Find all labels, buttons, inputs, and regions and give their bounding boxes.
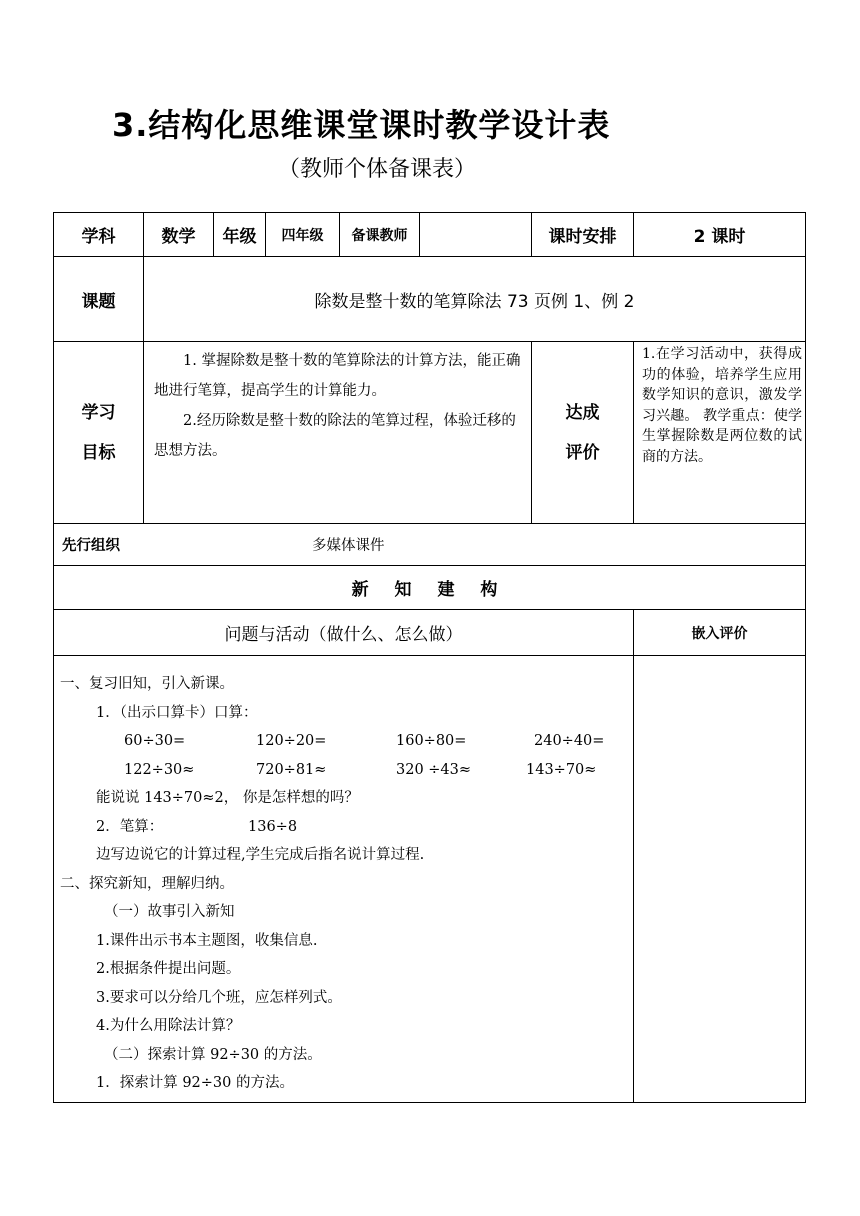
objectives-label-line2: 目标 xyxy=(81,442,116,463)
subject-value: 数学 xyxy=(144,213,214,257)
content-line: 二、探究新知，理解归纳。 xyxy=(60,875,234,892)
objectives-label-line1: 学习 xyxy=(81,402,116,423)
content-text: 2．笔算： xyxy=(96,818,164,835)
objective-item: 2.经历除数是整十数的除法的笔算过程，体验迁移的思想方法。 xyxy=(154,413,516,459)
content-line: 1．探索计算 92÷30 的方法。 xyxy=(96,1075,294,1091)
objectives-text xyxy=(144,342,532,524)
objectives-row xyxy=(54,342,806,524)
section-row xyxy=(54,566,806,610)
calc-item: 320 ÷43≈ xyxy=(396,761,472,778)
content-line: 3.要求可以分给几个班，应怎样列式。 xyxy=(96,989,342,1006)
header-row xyxy=(54,213,806,257)
content-line: （一）故事引入新知 xyxy=(104,904,235,920)
activities-content xyxy=(54,656,634,1103)
advance-cell xyxy=(54,524,806,566)
document-title: 3.结构化思维课堂课时教学设计表 xyxy=(112,106,611,144)
content-line: 能说说 143÷70≈2， 你是怎样想的吗？ xyxy=(96,790,359,806)
section-title: 新 知 建 构 xyxy=(54,566,806,610)
content-line: 一、复习旧知，引入新课。 xyxy=(60,676,234,692)
teacher-value xyxy=(420,213,532,257)
calc-item: 60÷30= xyxy=(124,733,186,749)
content-line: 4.为什么用除法计算？ xyxy=(96,1018,241,1034)
eval-label xyxy=(532,342,634,524)
calc-row-1 xyxy=(60,727,633,756)
content-line: 2.根据条件提出问题。 xyxy=(96,961,241,977)
objective-item: 1. 掌握除数是整十数的笔算除法的计算方法，能正确地进行笔算，提高学生的计算能力。 xyxy=(154,353,521,399)
subject-label: 学科 xyxy=(54,213,144,257)
grade-label: 年级 xyxy=(214,213,266,257)
calc-item: 720÷81≈ xyxy=(256,761,327,778)
content-line xyxy=(60,813,633,842)
content-line: 1.课件出示书本主题图，收集信息. xyxy=(96,932,318,949)
schedule-value: 2 课时 xyxy=(634,213,806,257)
embedded-eval-content xyxy=(634,656,806,1103)
activities-header: 问题与活动（做什么、怎么做） xyxy=(54,610,634,656)
topic-value: 除数是整十数的笔算除法 73 页例 1、例 2 xyxy=(144,257,806,342)
activities-header-row xyxy=(54,610,806,656)
calc-item: 160÷80= xyxy=(396,733,467,749)
topic-row xyxy=(54,257,806,342)
calc-item: 240÷40= xyxy=(534,733,605,749)
schedule-label: 课时安排 xyxy=(532,213,634,257)
teacher-label: 备课教师 xyxy=(340,213,420,257)
lesson-plan-table xyxy=(53,212,806,1103)
calc-item: 143÷70≈ xyxy=(526,761,597,778)
eval-label-line2: 评价 xyxy=(565,442,600,463)
content-line: 1．（出示口算卡）口算： xyxy=(96,704,258,721)
advance-value: 多媒体课件 xyxy=(312,538,385,554)
eval-text: 1.在学习活动中，获得成功的体验，培养学生应用数学知识的意识，激发学习兴趣。 教学重点：使学生掌握除数是两位数的试商的方法。 xyxy=(634,342,806,524)
document-subtitle: （教师个体备课表） xyxy=(278,157,477,182)
advance-row xyxy=(54,524,806,566)
objectives-label xyxy=(54,342,144,524)
content-line: （二）探索计算 92÷30 的方法。 xyxy=(104,1046,322,1063)
eval-label-line1: 达成 xyxy=(565,402,600,423)
topic-label: 课题 xyxy=(54,257,144,342)
content-text: 136÷8 xyxy=(248,818,298,835)
grade-value: 四年级 xyxy=(266,213,340,257)
embedded-eval-header: 嵌入评价 xyxy=(634,610,806,656)
calc-item: 122÷30≈ xyxy=(124,761,195,778)
calc-item: 120÷20= xyxy=(256,733,327,749)
advance-label: 先行组织 xyxy=(62,538,120,554)
calc-row-2 xyxy=(60,756,633,785)
activities-content-row xyxy=(54,656,806,1103)
content-line: 边写边说它的计算过程,学生完成后指名说计算过程. xyxy=(96,847,425,863)
